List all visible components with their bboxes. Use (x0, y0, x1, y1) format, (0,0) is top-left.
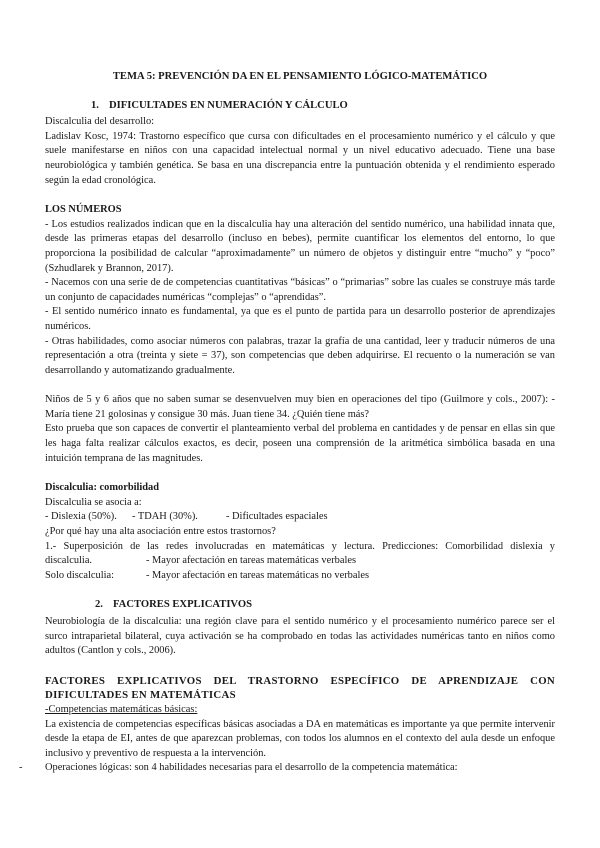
numbers-paragraph-3: Esto prueba que son capaces de convertir el planteamiento verbal del problema en cantidades y de pensar en ellas sin que les haga falta realizar cálculos exactos, es decir, poseen una comprensión de la aritmética simbólica basada en una intuición temprana de las magnitudes. (45, 423, 555, 464)
factors-heading: FACTORES EXPLICATIVOS DEL TRASTORNO ESPECÍFICO DE APRENDIZAJE CON DIFICULTADES EN MATEMÁTICAS (45, 674, 555, 702)
section-1-subtitle: Discalculia del desarrollo: (45, 116, 155, 128)
numbers-paragraph-2: Niños de 5 y 6 años que no saben sumar se desenvuelven muy bien en operaciones del tipo (Guilmore y cols., 2007): - María tiene 21 golosinas y consigue 30 más. Juan tiene 34. ¿Quién tiene más? (45, 394, 555, 420)
comorbidity-row-3-right: - Mayor afectación en tareas matemáticas no verbales (146, 569, 369, 581)
section-1-number: 1. (91, 99, 99, 111)
section-2-heading-text: FACTORES EXPLICATIVOS (113, 599, 253, 611)
comorbidity-row-3 (45, 569, 555, 584)
numbers-heading: LOS NÚMEROS (45, 204, 122, 216)
comorbidity-row-3-left: Solo discalculia: (45, 569, 114, 581)
comorbidity-question: ¿Por qué hay una alta asociación entre estos trastornos? (45, 526, 276, 538)
comorbidity-item-adhd: - TDAH (30%). (132, 511, 198, 523)
factors-paragraph: La existencia de competencias específicas básicas asociadas a DA en matemáticas es importante ya que permite intervenir desde la etapa de EI, antes de que aparezcan problemas, con todos los alumnos en el contexto del aula desde un enfoque inclusivo y preventivo de respuesta a la intervención. (45, 718, 555, 759)
section-2-heading (45, 598, 555, 613)
section-1-heading-text: DIFICULTADES EN NUMERACIÓN Y CÁLCULO (109, 99, 348, 111)
comorbidity-items (45, 510, 555, 525)
document-title: TEMA 5: PREVENCIÓN DA EN EL PENSAMIENTO LÓGICO-MATEMÁTICO (112, 71, 488, 82)
section-1-paragraph: Ladislav Kosc, 1974: Trastorno específico que cursa con dificultades en el procesamiento numérico y el cálculo y que suele manifestarse en niños con una capacidad intelectual normal y un nivel educativo adecuado. Tiene una base neurobiológica y también genética. Se basa en una discrepancia entre la puntuación obtenida y el rendimiento esperado según la edad cronológica. (45, 130, 555, 186)
numbers-bullet-4: - Otras habilidades, como asociar números con palabras, trazar la grafía de una cantidad, leer y traducir números de una representación a otra (treinta y siete = 37), son competencias que deben adquirirse. El recuento o la numeración se van desarrollando y automatizando gradualmente. (45, 335, 555, 376)
comorbidity-item-spatial: - Dificultades espaciales (226, 511, 328, 523)
factors-bullet-dash: - (19, 762, 23, 774)
numbers-bullet-1: - Los estudios realizados indican que en la discalculia hay una alteración del sentido numérico, una habilidad innata que, desde las primeras etapas del desarrollo (incluso en bebes), permite cuantificar los elementos del entorno, lo que proporciona la posibilidad de calcular “aproximadamente” un número de objetos y distinguir entre “mucho” y “poco” (Szhudlarek y Brannon, 2017). (45, 218, 555, 274)
section-1-heading (45, 99, 555, 114)
section-2-paragraph: Neurobiología de la discalculia: una región clave para el sentido numérico y el procesamiento numérico parece ser el surco intraparietal bilateral, cuya activación se ha comprobado en todas las actividades numéricas tanto en niños como adultos (Cantlon y cols., 2006). (45, 616, 555, 657)
factors-bullet (19, 761, 555, 776)
comorbidity-item-dyslexia: - Dislexia (50%). (45, 511, 117, 523)
comorbidity-heading: Discalculia: comorbilidad (45, 482, 160, 494)
section-2-number: 2. (95, 599, 103, 611)
comorbidity-answer-1: 1.- Superposición de las redes involucradas en matemáticas y lectura. Predicciones: Comorbilidad dislexia y (45, 540, 555, 552)
factors-bullet-text: Operaciones lógicas: son 4 habilidades necesarias para el desarrollo de la competencia matemática: (45, 762, 458, 774)
comorbidity-row-2-right: - Mayor afectación en tareas matemáticas verbales (146, 555, 357, 567)
comorbidity-row-2-left: discalculia. (45, 555, 93, 567)
numbers-bullet-3: - El sentido numérico innato es fundamental, ya que es el punto de partida para un desarrollo posterior de aprendizajes numéricos. (45, 306, 555, 332)
comorbidity-row-2 (45, 554, 555, 569)
factors-subtitle: -Competencias matemáticas básicas: (45, 703, 198, 715)
numbers-bullet-2: - Nacemos con una serie de de competencias cuantitativas “básicas” o “primarias” sobre las cuales se construye más tarde un conjunto de capacidades numéricas “complejas” o “aprendidas”. (45, 277, 555, 303)
comorbidity-assoc: Discalculia se asocia a: (45, 496, 142, 508)
